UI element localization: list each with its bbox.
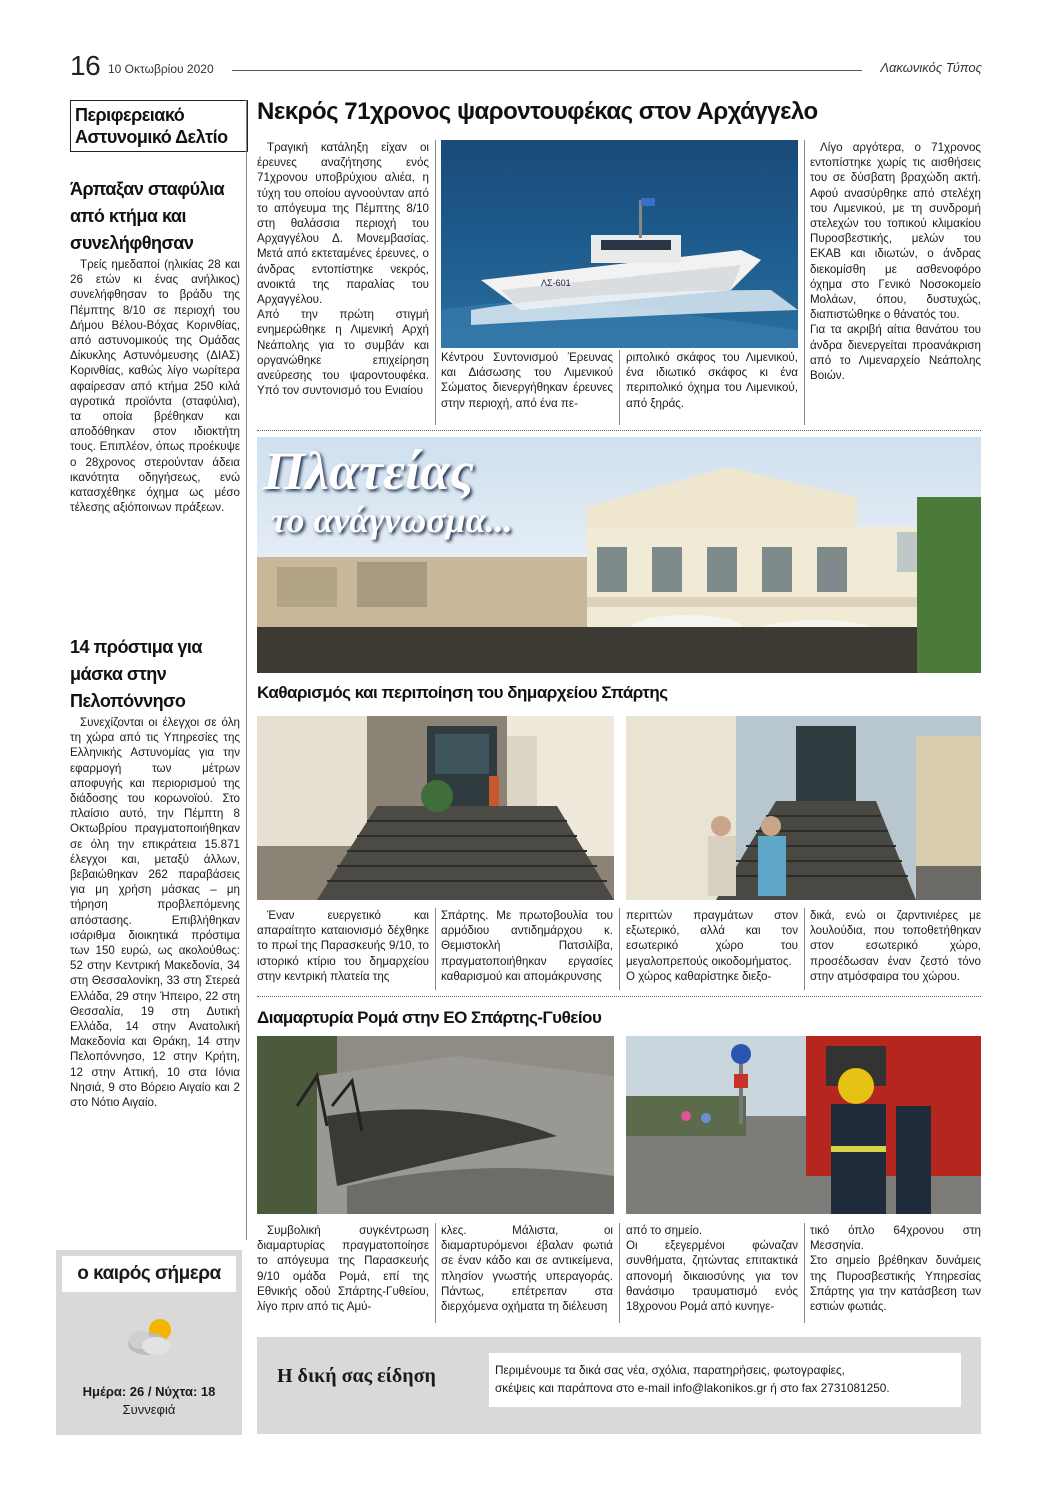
cleaning-headline: Καθαρισμός και περιποίηση του δημαρχείου Σπάρτης [257,683,668,702]
banner-title: Πλατείας [263,441,474,501]
banner-subtitle: το ανάγνωσμα... [271,500,513,540]
section-rule [257,996,981,997]
roma-col-1: Συμβολική συγκέντρωση διαμαρτυρίας πραγματοποίησε το απόγευμα της Παρασκευής 9/10 ομάδα Ρομά, επί της Εθνικής οδού Σπάρτης-Γυθείου, λίγο πριν από τις Αμύ- [257,1224,429,1314]
header-rule [232,70,862,71]
weather-condition: Συννεφιά [122,1402,176,1417]
article-headline: Άρπαξαν σταφύλια από κτήμα και συνελήφθησαν [70,179,225,253]
weather-temps: Ημέρα: 26 / Νύχτα: 18 [82,1384,216,1399]
cleaning-col-1: Έναν ευεργετικό και απαραίτητο καταιονισμό δέχθηκε το πρωί της Παρασκευής 9/10, το ιστορικό κτίριο του δημαρχείου στην κεντρική πλατεία της [257,909,429,983]
sidebar-title: Περιφερειακό Αστυνομικό Δελτίο [70,100,248,152]
column-divider [804,1223,805,1323]
partly-cloudy-icon [122,1314,182,1358]
reader-news-line-1: Περιμένουμε τα δικά σας νέα, σχόλια, παρατηρήσεις, φωτογραφίες, [495,1363,845,1377]
main-col-1: Τραγική κατάληξη είχαν οι έρευνες αναζήτησης ενός 71χρονου υποβρύχιου αλιέα, η τύχη του οποίου αγνοούνταν από το απόγευμα της Πέμπτης 8/10 στη θαλάσσια περιοχή του Αρχαγγέλου Δ. Μονεμβασίας. Μετά από εκτεταμένες έρευνες, ο άνδρας εντοπίστηκε νεκρός, ανοικτά της παραλίας του Αρχαγγέλου. Από την πρώτη στιγμή ενημερώθηκε η Λιμενική Αρχή Νεάπολης για το συμβάν και οργανώθηκε επιχείρηση ανεύρεσης του ψαροντουφέκα. Υπό τον συντονισμό του Ενιαίου [257,141,429,398]
reader-news-line-2: σκέψεις και παράπονα στο e-mail info@lakonikos.gr ή στο fax 2731081250. [495,1381,890,1395]
roma-col-3: από το σημείο. Οι εξεγερμένοι φώναζαν συνθήματα, ζητώντας επιτακτικά απονομή δικαιοσύνης για τον θανάσιμο τραυματισμό ενός 18χρονου Ρομά από κυνηγε- [626,1224,798,1314]
reader-news-box [257,1337,981,1434]
column-divider [435,1223,436,1323]
boat-label: ΛΣ-601 [541,278,571,288]
main-col-3: ριπολικό σκάφος του Λιμενικού, ένα ιδιωτικό σκάφος κι ένα περιπολικό όχημα του Λιμενικού, από ξηράς. [626,351,798,410]
cleaning-col-4: δικά, ενώ οι ζαρντινιέρες με λουλούδια, που τοποθετήθηκαν στον εσωτερικό χώρο, προσέδωσαν έναν ζεστό τόνο στην ατμόσφαιρα του χώρου. [810,909,981,983]
burnt-road-photo [257,1036,614,1214]
main-col-2: Κέντρου Συντονισμού Έρευνας και Διάσωσης του Λιμενικού Σώματος διενεργήθηκαν έρευνες στην περιοχή, από ένα πε- [441,351,613,410]
main-headline: Νεκρός 71χρονος ψαροντουφέκας στον Αρχάγγελο [257,98,818,125]
main-col-4: Λίγο αργότερα, ο 71χρονος εντοπίστηκε χωρίς τις αισθήσεις του σε δύσβατη βραχώδη ακτή. Αφού ανασύρθηκε από στελέχη του Λιμενικού, με τη συνδρομή στελεχών του τοπικού κλιμακίου Πυροσβεστικής, μελών του ΕΚΑΒ και ιδιωτών, ο άνδρας διεκομίσθη με ασθενοφόρο όχημα στο Γενικό Νοσοκομείο Μολάων, όπου, δυστυχώς, διαπιστώθηκε ο θάνατός του. Για τα ακριβή αίτια θανάτου του άνδρα διενεργείται προανάκριση από το Λιμεναρχείο Νεάπολης Βοιών. [810,141,981,383]
column-divider [435,140,436,425]
column-divider [619,1223,620,1323]
article-headline: 14 πρόστιμα για μάσκα στην Πελοπόννησο [70,637,202,711]
sidebar-article-masks [70,634,240,1110]
column-divider [619,350,620,425]
roma-headline: Διαμαρτυρία Ρομά στην ΕΟ Σπάρτης-Γυθείου [257,1008,602,1027]
firefighters-photo [626,1036,981,1214]
roma-col-2: κλες. Μάλιστα, οι διαμαρτυρόμενοι έβαλαν φωτιά σε έναν κάδο και σε αντικείμενα, πλησίον γνωστής υπεραγοράς. Πάντως, επέτρεπαν στα διερχόμενα οχήματα τη διέλευση [441,1224,613,1314]
sidebar-article-grapes [70,176,240,515]
article-body: Τρείς ημεδαποί (ηλικίας 28 και 26 ετών κι ένας ανήλικος) συνελήφθησαν το βράδυ της Πέμπτης 8/10 σε περιοχή του Δήμου Βέλου-Βόχας Κορινθίας, από αστυνομικούς της Ομάδας Δίκυκλης Αστυνόμευσης (ΔΙΑΣ) Κορινθίας, καθώς λίγο νωρίτερα αφαίρεσαν από κτήμα 250 κιλά αγροτικά προϊόντα (σταφύλια), τα οποία βρέθηκαν και αποδόθηκαν στον ιδιοκτήτη τους. Επιπλέον, όπως προέκυψε ο 28χρονος στερούνταν άδεια ικανότητα οδηγήσεως, ενώ κατασχέθηκε όχημα ως μέσο τέλεσης αξιόποινων πράξεων. [70,258,240,515]
reader-news-text-box [489,1353,961,1407]
section-rule [257,430,981,431]
roma-col-4: τικό όπλο 64χρονου στη Μεσσηνία. Στο σημείο βρέθηκαν δυνάμεις της Πυροσβεστικής Υπηρεσίας Σπάρτης για την κατάσβεση των εστιών φωτιάς. [810,1224,981,1314]
column-divider [435,908,436,990]
cleaning-col-3: περιττών πραγμάτων στον εξωτερικό, αλλά και τον εσωτερικό χώρο του μεγαλοπρεπούς οικοδομήματος. Ο χώρος καθαρίστηκε διεξο- [626,909,798,983]
weather-box [56,1250,242,1435]
cleaning-col-2: Σπάρτης. Με πρωτοβουλία του αρμόδιου αντιδημάρχου κ. Θεμιστοκλή Πατσιλίβα, πραγματοποιήθηκαν εργασίες καθαρισμού και απομάκρυνσης [441,909,613,983]
publication-name: Λακωνικός Τύπος [880,60,982,75]
weather-title: ο καιρός σήμερα [62,1256,236,1292]
reader-news-title: Η δική σας είδηση [277,1365,436,1387]
coast-guard-boat-photo [441,140,798,348]
platia-banner [257,437,981,673]
article-body: Συνεχίζονται οι έλεγχοι σε όλη τη χώρα από τις Υπηρεσίες της Ελληνικής Αστυνομίας για την εφαρμογή των μέτρων αποφυγής και περιορισμού της διάδοσης του κορωνοϊού. Στο πλαίσιο αυτό, την Πέμπτη 8 Οκτωβρίου πραγματοποιήθηκαν σε όλη την επικράτεια 15.871 έλεγχοι και, μεταξύ άλλων, βεβαιώθηκαν 262 παραβάσεις για μη χρήση μάσκας – μη τήρηση προβλεπόμενης απόστασης. Επιβλήθηκαν ισάριθμα διοικητικά πρόστιμα των 150 ευρώ, ως ακολούθως: 52 στην Κεντρική Μακεδονία, 34 στη Θεσσαλονίκη, 33 στη Στερεά Ελλάδα, 29 στην Ήπειρο, 22 στη Θεσσαλία, 19 στη Δυτική Ελλάδα, 14 στην Ανατολική Μακεδονία και Θράκη, 14 στην Πελοπόννησο, 12 στην Κρήτη, 12 στην Αττική, 10 στα Ιόνια Νησιά, 9 στο Βόρειο Αιγαίο και 2 στο Νότιο Αιγαίο. [70,716,240,1110]
page-number: 16 [70,50,101,81]
column-divider [619,908,620,990]
town-hall-stairs-photo-2 [626,716,981,900]
town-hall-stairs-photo-1 [257,716,614,900]
column-divider [804,908,805,990]
column-divider [246,100,247,1240]
column-divider [804,140,805,425]
issue-date: 10 Οκτωβρίου 2020 [108,62,214,76]
